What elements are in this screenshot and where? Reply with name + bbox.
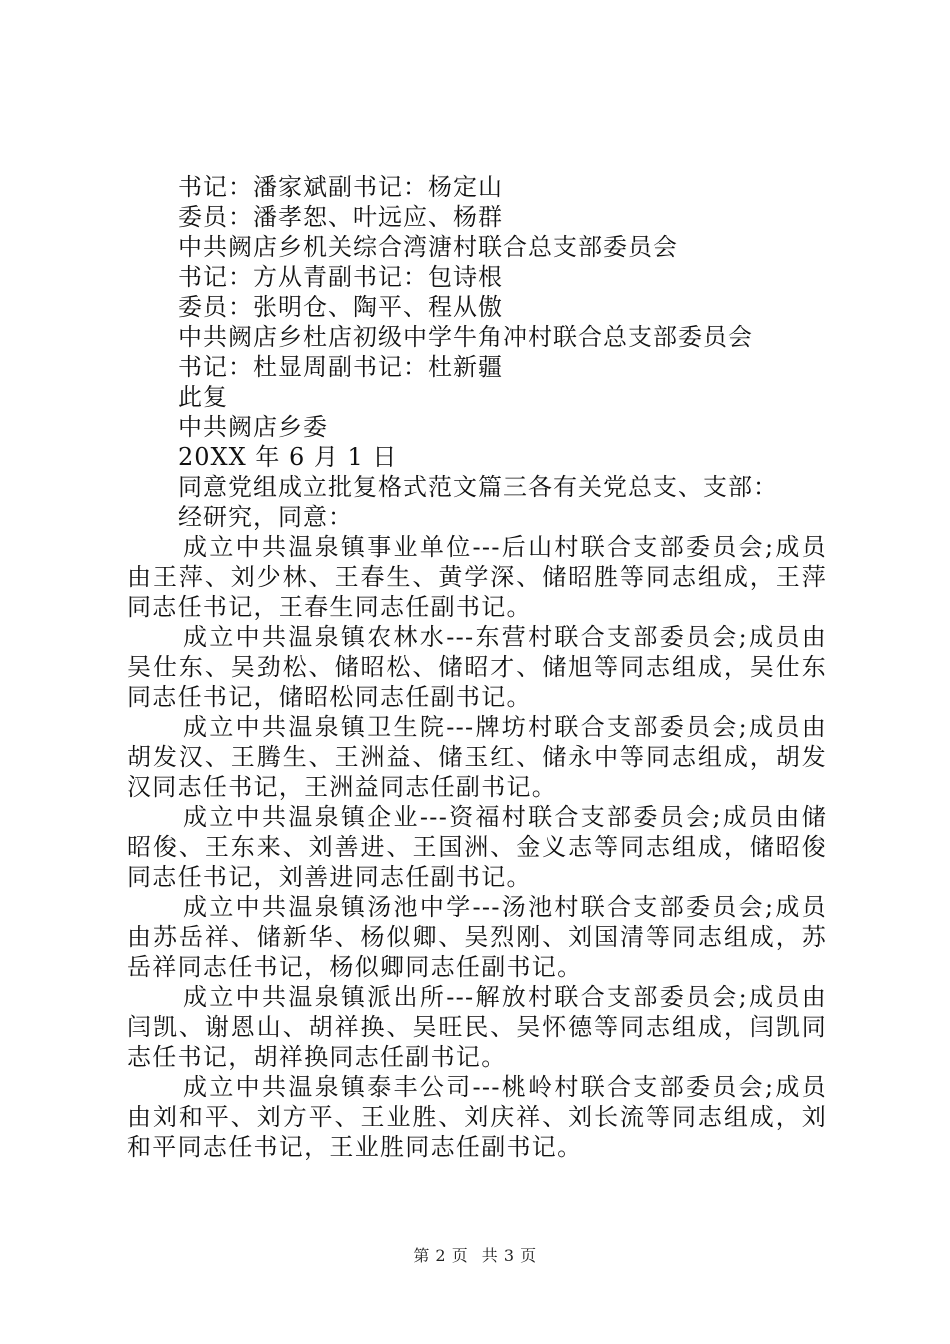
paragraph: 成立中共温泉镇派出所---解放村联合支部委员会;成员由闫凯、谢恩山、胡祥换、吴旺民、吴怀德等同志组成，闫凯同志任书记，胡祥换同志任副书记。 xyxy=(127,983,827,1071)
text-line: 委员：张明仓、陶平、程从傲 xyxy=(178,293,503,321)
issue-date: 20XX 年 6 月 1 日 xyxy=(178,443,398,471)
paragraph: 成立中共温泉镇事业单位---后山村联合支部委员会;成员由王萍、刘少林、王春生、黄学深、储昭胜等同志组成，王萍同志任书记，王春生同志任副书记。 xyxy=(127,533,827,621)
text-line: 委员：潘孝恕、叶远应、杨群 xyxy=(178,203,503,231)
text-line: 书记：潘家斌副书记：杨定山 xyxy=(178,173,503,201)
text-line: 同意党组成立批复格式范文篇三各有关党总支、支部： xyxy=(178,473,778,501)
text-line: 经研究，同意： xyxy=(178,503,353,531)
page-footer xyxy=(0,1243,950,1266)
text-line: 中共阙店乡机关综合湾溏村联合总支部委员会 xyxy=(178,233,678,261)
text-line: 书记：方从青副书记：包诗根 xyxy=(178,263,503,291)
document-body xyxy=(127,172,827,1162)
issuer-name: 中共阙店乡委 xyxy=(178,413,328,441)
paragraph: 成立中共温泉镇企业---资福村联合支部委员会;成员由储昭俊、王东来、刘善进、王国洲、金义志等同志组成，储昭俊同志任书记，刘善进同志任副书记。 xyxy=(127,803,827,891)
paragraph: 成立中共温泉镇汤池中学---汤池村联合支部委员会;成员由苏岳祥、储新华、杨似卿、吴烈刚、刘国清等同志组成，苏岳祥同志任书记，杨似卿同志任副书记。 xyxy=(127,893,827,981)
paragraph: 成立中共温泉镇农林水---东营村联合支部委员会;成员由吴仕东、吴劲松、储昭松、储昭才、储旭等同志组成，吴仕东同志任书记，储昭松同志任副书记。 xyxy=(127,623,827,711)
page-total: 共 3 页 xyxy=(481,1246,537,1265)
paragraph: 成立中共温泉镇卫生院---牌坊村联合支部委员会;成员由胡发汉、王腾生、王洲益、储玉红、储永中等同志组成，胡发汉同志任书记，王洲益同志任副书记。 xyxy=(127,713,827,801)
paragraph: 成立中共温泉镇泰丰公司---桃岭村联合支部委员会;成员由刘和平、刘方平、王业胜、刘庆祥、刘长流等同志组成，刘和平同志任书记，王业胜同志任副书记。 xyxy=(127,1073,827,1161)
text-line: 中共阙店乡杜店初级中学牛角冲村联合总支部委员会 xyxy=(178,323,753,351)
page-number: 第 2 页 xyxy=(413,1246,469,1265)
text-line: 书记：杜显周副书记：杜新疆 xyxy=(178,353,503,381)
reply-closing: 此复 xyxy=(178,383,228,411)
